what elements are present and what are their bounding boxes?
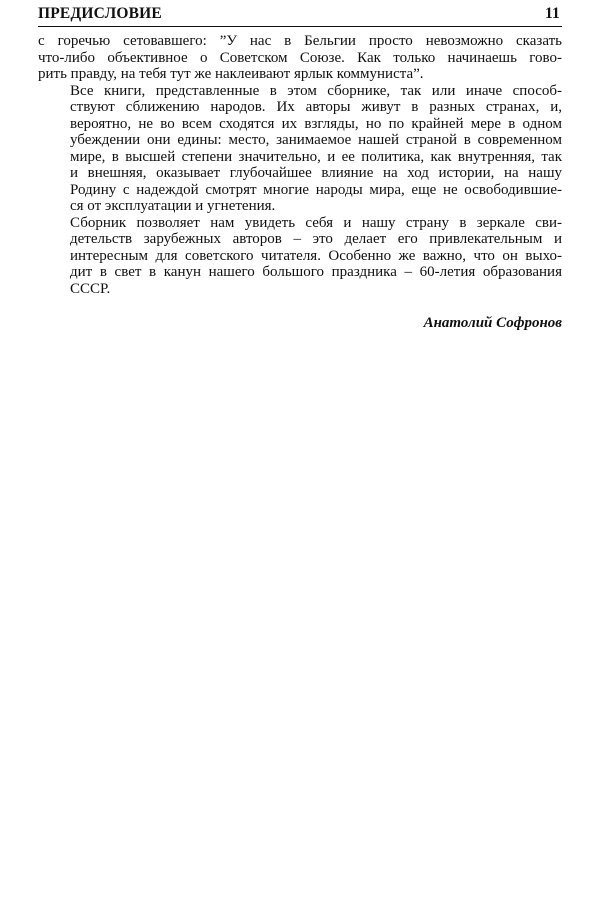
paragraph-2 <box>38 83 562 215</box>
text-line: интересным для советского читателя. Особенно же важно, что он выхо- <box>70 247 562 264</box>
text-line: СССР. <box>70 280 111 297</box>
text-line: и внешняя, оказывает глубочайшее влияние на ход истории, на нашу <box>70 165 562 181</box>
page-number: 11 <box>544 5 560 22</box>
text-line: Сборник позволяет нам увидеть себя и нашу страну в зеркале сви- <box>70 214 562 231</box>
text-line: рить правду, на тебя тут же наклеивают ярлык коммуниста”. <box>38 66 424 82</box>
text-line: что-либо объективное о Советском Союзе. Как только начинаешь гово- <box>38 49 562 66</box>
text-line: Родину с надеждой смотрят многие народы мира, еще не освободившие- <box>70 181 562 198</box>
text-line: мире, в высшей степени значительно, и ее политика, как внутренняя, так <box>70 148 562 165</box>
text-line: вероятно, не во всем сходятся их взгляды, но по крайней мере в одном <box>70 115 562 132</box>
text-line: убеждении они едины: место, занимаемое нашей страной в современном <box>70 132 562 148</box>
book-page <box>38 4 562 332</box>
paragraph-1 <box>38 33 562 83</box>
body-text <box>38 33 562 297</box>
author-signature: Анатолий Софронов <box>423 315 562 331</box>
paragraph-3 <box>38 215 562 298</box>
text-line: ся от эксплуатации и угнетения. <box>70 198 276 214</box>
text-line: Все книги, представленные в этом сборнике, так или иначе способ- <box>70 82 562 99</box>
text-line: с горечью сетовавшего: ”У нас в Бельгии просто невозможно сказать <box>38 33 562 49</box>
text-line: ствуют сближению народов. Их авторы живут в разных странах, и, <box>70 99 562 115</box>
text-line: детельств зарубежных авторов – это делает его привлекательным и <box>70 231 562 247</box>
section-title: ПРЕДИСЛОВИЕ <box>38 5 162 22</box>
running-head <box>38 4 562 27</box>
text-line: дит в свет в канун нашего большого праздника – 60-летия образования <box>70 264 562 280</box>
